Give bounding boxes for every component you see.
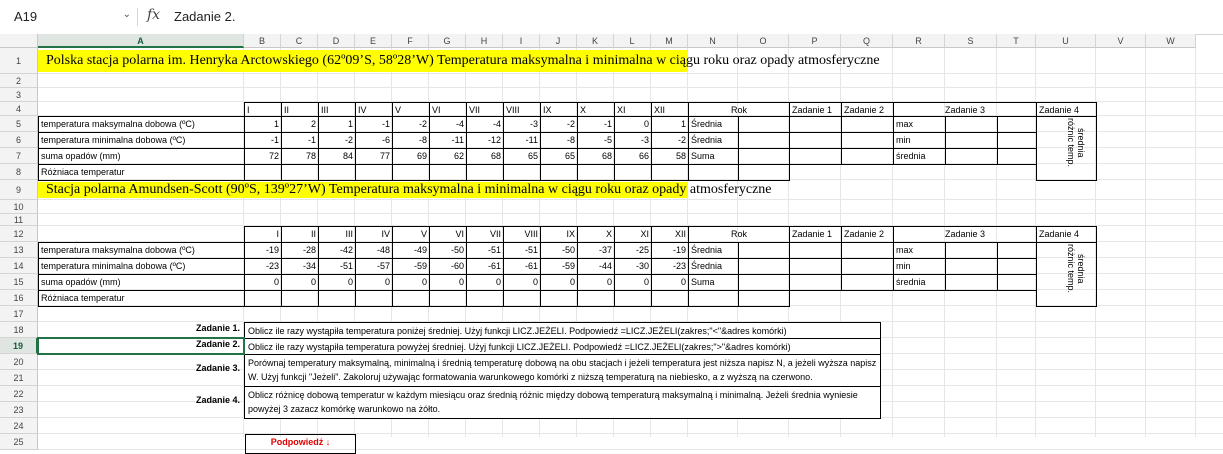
data-cell[interactable] (614, 290, 652, 307)
column-header-g[interactable]: G (429, 34, 466, 48)
data-cell[interactable]: 0 (614, 274, 652, 291)
month-header: VIII (503, 102, 541, 117)
row-header-11[interactable]: 11 (0, 214, 38, 226)
zadanie-1-cell[interactable] (789, 274, 842, 291)
month-header: XI (614, 102, 652, 117)
data-cell[interactable]: 0 (244, 274, 282, 291)
data-cell[interactable] (503, 290, 541, 307)
task-description-3: Porównaj temperatury maksymalną, minimalną i średnią temperaturę dobową na obu stacjach i jeżeli temperatura jest niższa napisz N, a jeżeli wyższa napisz W. Użyj funkcji "Jeżeli". Zakoloruj używając formatowania warunkowego komórki z niższą temperaturą na niebiesko, a z wyższą na czerwono. (244, 354, 881, 387)
data-cell[interactable]: -6 (355, 132, 393, 149)
zadanie-3-label[interactable]: średnia (893, 274, 946, 291)
data-cell[interactable] (651, 290, 689, 307)
zadanie-3-cell[interactable] (945, 274, 998, 291)
zadanie-2-cell[interactable] (841, 148, 894, 165)
data-cell[interactable]: -59 (392, 258, 430, 275)
name-box-value: A19 (14, 9, 38, 24)
month-header: V (392, 102, 430, 117)
data-cell[interactable] (281, 164, 319, 181)
data-cell[interactable]: -48 (355, 242, 393, 259)
data-cell[interactable]: 2 (281, 116, 319, 133)
row-header-8[interactable]: 8 (0, 164, 38, 180)
data-cell[interactable]: -23 (651, 258, 689, 275)
data-cell[interactable]: 0 (392, 274, 430, 291)
data-cell[interactable]: 65 (503, 148, 541, 165)
stat-label[interactable] (688, 164, 739, 181)
data-cell[interactable] (318, 164, 356, 181)
task-label-1: Zadanie 1. (195, 323, 240, 333)
data-cell[interactable] (577, 164, 615, 181)
data-cell[interactable]: -1 (281, 132, 319, 149)
zadanie-3-label[interactable]: max (893, 116, 946, 133)
data-cell[interactable]: -59 (540, 258, 578, 275)
column-header-q[interactable]: Q (841, 34, 893, 48)
task-description-1: Oblicz ile razy wystąpiła temperatura poniżej średniej. Użyj funkcji LICZ.JEŻELI. Podpowiedź =LICZ.JEŻELI(zakres;"<"&adres komórki) (244, 322, 881, 339)
zadanie-3-cell[interactable] (945, 258, 998, 275)
row-header-23[interactable]: 23 (0, 402, 38, 418)
zadanie-1-header: Zadanie 1 (789, 102, 842, 117)
row-header-3[interactable]: 3 (0, 88, 38, 102)
data-cell[interactable] (651, 164, 689, 181)
rok-header: Rok (688, 102, 790, 117)
data-cell[interactable]: -51 (466, 242, 504, 259)
month-header: XII (651, 102, 689, 117)
data-cell[interactable] (540, 164, 578, 181)
data-cell[interactable] (244, 164, 282, 181)
row-header-15[interactable]: 15 (0, 274, 38, 290)
data-cell[interactable]: 84 (318, 148, 356, 165)
data-cell[interactable]: 65 (540, 148, 578, 165)
zadanie-3-cell[interactable] (997, 274, 1037, 291)
formula-bar (0, 0, 1223, 35)
row-label[interactable]: Różniaca temperatur (38, 164, 245, 181)
row-label[interactable]: temperatura minimalna dobowa (ºC) (38, 132, 245, 149)
column-header-s[interactable]: S (945, 34, 997, 48)
data-cell[interactable]: -61 (466, 258, 504, 275)
data-cell[interactable]: 0 (318, 274, 356, 291)
data-cell[interactable]: -51 (503, 242, 541, 259)
stat-value-cell[interactable] (738, 164, 790, 181)
row-header-16[interactable]: 16 (0, 290, 38, 306)
column-header-a[interactable]: A (38, 34, 244, 48)
row-header-22[interactable]: 22 (0, 386, 38, 402)
zadanie-3-label[interactable]: min (893, 258, 946, 275)
month-header: IV (355, 226, 393, 243)
data-cell[interactable]: -1 (244, 132, 282, 149)
data-cell[interactable] (540, 290, 578, 307)
data-cell[interactable]: -23 (244, 258, 282, 275)
month-header: X (577, 102, 615, 117)
row-header-21[interactable]: 21 (0, 370, 38, 386)
row-label[interactable]: suma opadów (mm) (38, 274, 245, 291)
zadanie-3-cell[interactable] (945, 148, 998, 165)
data-cell[interactable] (244, 290, 282, 307)
data-cell[interactable]: -57 (355, 258, 393, 275)
data-cell[interactable]: -1 (577, 116, 615, 133)
gridline-horizontal (38, 449, 1223, 450)
zadanie-3-cell[interactable] (997, 258, 1037, 275)
column-header-u[interactable]: U (1036, 34, 1096, 48)
row-header-25[interactable]: 25 (0, 434, 38, 450)
stat-value-cell[interactable] (738, 258, 790, 275)
data-cell[interactable]: -1 (355, 116, 393, 133)
data-cell[interactable]: -8 (540, 132, 578, 149)
data-cell[interactable]: -4 (466, 116, 504, 133)
month-header: I (244, 102, 282, 117)
month-header: II (281, 102, 319, 117)
gridline-horizontal (38, 73, 1223, 74)
data-cell[interactable]: -2 (392, 116, 430, 133)
month-header: XI (614, 226, 652, 243)
data-cell[interactable]: -19 (651, 242, 689, 259)
task-label-2: Zadanie 2. (195, 339, 240, 349)
data-cell[interactable]: 66 (614, 148, 652, 165)
zadanie-1-cell[interactable] (789, 258, 842, 275)
name-box[interactable] (8, 6, 133, 28)
data-cell[interactable]: 1 (244, 116, 282, 133)
column-header-l[interactable]: L (614, 34, 651, 48)
station-title: Polska stacja polarna im. Henryka Arctowskiego (62º09’S, 58º28’W) Temperatura maksymalna i minimalna w ciągu roku oraz opady atmosferyczne (46, 53, 880, 68)
month-header: IX (540, 226, 578, 243)
stat-label[interactable]: Średnia (688, 132, 739, 149)
column-header-e[interactable]: E (355, 34, 392, 48)
row-header-10[interactable]: 10 (0, 200, 38, 214)
data-cell[interactable]: 0 (466, 274, 504, 291)
column-header-v[interactable]: V (1096, 34, 1146, 48)
data-cell[interactable]: 0 (503, 274, 541, 291)
data-cell[interactable] (355, 164, 393, 181)
data-cell[interactable]: -12 (466, 132, 504, 149)
rok-header: Rok (688, 226, 790, 243)
data-cell[interactable]: -61 (503, 258, 541, 275)
row-label[interactable]: temperatura minimalna dobowa (ºC) (38, 258, 245, 275)
zadanie-2-header: Zadanie 2 (841, 102, 894, 117)
column-header-n[interactable]: N (688, 34, 738, 48)
column-header-j[interactable]: J (540, 34, 577, 48)
data-cell[interactable]: 78 (281, 148, 319, 165)
column-header-h[interactable]: H (466, 34, 503, 48)
data-cell[interactable]: -50 (540, 242, 578, 259)
data-cell[interactable]: -19 (244, 242, 282, 259)
row-header-4[interactable]: 4 (0, 102, 38, 116)
data-cell[interactable]: -42 (318, 242, 356, 259)
gridline-horizontal (38, 213, 1223, 214)
data-cell[interactable] (429, 290, 467, 307)
stat-label[interactable] (688, 290, 739, 307)
task-description-4: Oblicz różnicę dobową temperatur w każdym miesiącu oraz średnią różnic między dobową temperaturą maksymalną i minimalną. Jeżeli średnia wyniesie powyżej 3 zazacz komórkę warunkowo na żółto. (244, 386, 881, 419)
row-label[interactable]: temperatura maksymalna dobowa (ºC) (38, 242, 245, 259)
data-cell[interactable]: -60 (429, 258, 467, 275)
stat-value-cell[interactable] (738, 148, 790, 165)
data-cell[interactable]: -50 (429, 242, 467, 259)
zadanie-2-cell[interactable] (841, 258, 894, 275)
month-header: IX (540, 102, 578, 117)
stat-label[interactable]: Średnia (688, 242, 739, 259)
column-header-p[interactable]: P (789, 34, 841, 48)
stat-value-cell[interactable] (738, 116, 790, 133)
data-cell[interactable]: -37 (577, 242, 615, 259)
row-header-1[interactable]: 1 (0, 48, 38, 74)
zadanie-3-cell[interactable] (997, 116, 1037, 133)
month-header: VIII (503, 226, 541, 243)
column-header-c[interactable]: C (281, 34, 318, 48)
chevron-down-icon[interactable]: ⌄ (122, 9, 131, 20)
zadanie-2-header: Zadanie 2 (841, 226, 894, 243)
stat-label[interactable]: Suma (688, 274, 739, 291)
data-cell[interactable] (466, 164, 504, 181)
gridline-horizontal (38, 87, 1223, 88)
data-cell[interactable] (577, 290, 615, 307)
stat-label[interactable]: Średnia (688, 116, 739, 133)
row-header-13[interactable]: 13 (0, 242, 38, 258)
zadanie-4-vertical-label: średnia różnic temp. (1066, 118, 1086, 168)
row-header-24[interactable]: 24 (0, 418, 38, 434)
formula-bar-divider (137, 8, 138, 26)
row-header-19[interactable]: 19 (0, 338, 38, 354)
data-cell[interactable] (318, 290, 356, 307)
gridline-horizontal (38, 433, 1223, 434)
data-cell[interactable]: -8 (392, 132, 430, 149)
month-header: IV (355, 102, 393, 117)
row-header-18[interactable]: 18 (0, 322, 38, 338)
zadanie-1-cell[interactable] (789, 148, 842, 165)
column-header-t[interactable]: T (997, 34, 1036, 48)
row-header-2[interactable]: 2 (0, 74, 38, 88)
station-title: Stacja polarna Amundsen-Scott (90ºS, 139º27’W) Temperatura maksymalna i minimalna w ciągu roku oraz opady atmosferyczne (46, 182, 772, 197)
data-cell[interactable]: 77 (355, 148, 393, 165)
zadanie-3-header: Zadanie 3 (893, 102, 1037, 117)
podpowiedz-button[interactable]: Podpowiedź ↓ (245, 434, 356, 454)
data-cell[interactable]: 1 (651, 116, 689, 133)
stat-value-cell[interactable] (738, 274, 790, 291)
formula-input[interactable]: Zadanie 2. (174, 9, 236, 24)
data-cell[interactable] (392, 290, 430, 307)
data-cell[interactable] (503, 164, 541, 181)
zadanie-2-cell[interactable] (841, 274, 894, 291)
month-header: X (577, 226, 615, 243)
fx-icon[interactable]: fx (147, 7, 161, 23)
month-header: III (318, 226, 356, 243)
zadanie-1-cell[interactable] (789, 132, 842, 149)
zadanie-4-vertical-label: średnia różnic temp. (1066, 244, 1086, 294)
zadanie-2-cell[interactable] (841, 116, 894, 133)
stat-value-cell[interactable] (738, 290, 790, 307)
column-header-b[interactable]: B (244, 34, 281, 48)
month-header: VII (466, 226, 504, 243)
data-cell[interactable]: -30 (614, 258, 652, 275)
month-header: I (244, 226, 282, 243)
column-header-r[interactable]: R (893, 34, 945, 48)
zadanie-3-label[interactable]: średnia (893, 148, 946, 165)
data-cell[interactable]: 0 (651, 274, 689, 291)
zadanie-1-header: Zadanie 1 (789, 226, 842, 243)
task-label-3: Zadanie 3. (195, 363, 240, 373)
gridline-vertical (1195, 48, 1196, 437)
row-header-14[interactable]: 14 (0, 258, 38, 274)
data-cell[interactable] (614, 164, 652, 181)
row-header-12[interactable]: 12 (0, 226, 38, 242)
row-header-5[interactable]: 5 (0, 116, 38, 132)
row-header-6[interactable]: 6 (0, 132, 38, 148)
data-cell[interactable] (281, 290, 319, 307)
zadanie-2-cell[interactable] (841, 132, 894, 149)
data-cell[interactable]: -3 (614, 132, 652, 149)
month-header: II (281, 226, 319, 243)
zadanie-1-cell[interactable] (789, 242, 842, 259)
data-cell[interactable]: 0 (281, 274, 319, 291)
column-header-o[interactable]: O (738, 34, 789, 48)
row-header-7[interactable]: 7 (0, 148, 38, 164)
data-cell[interactable]: -5 (577, 132, 615, 149)
data-cell[interactable] (355, 290, 393, 307)
column-header-d[interactable]: D (318, 34, 355, 48)
data-cell[interactable]: 69 (392, 148, 430, 165)
data-cell[interactable]: 72 (244, 148, 282, 165)
stat-value-cell[interactable] (738, 132, 790, 149)
zadanie-3-header: Zadanie 3 (893, 226, 1037, 243)
column-header-m[interactable]: M (651, 34, 688, 48)
row-label[interactable]: suma opadów (mm) (38, 148, 245, 165)
data-cell[interactable]: -3 (503, 116, 541, 133)
zadanie-3-label[interactable]: min (893, 132, 946, 149)
data-cell[interactable]: 58 (651, 148, 689, 165)
data-cell[interactable]: 0 (540, 274, 578, 291)
column-header-k[interactable]: K (577, 34, 614, 48)
month-header: VI (429, 226, 467, 243)
data-cell[interactable] (392, 164, 430, 181)
data-cell[interactable]: -11 (503, 132, 541, 149)
data-cell[interactable] (466, 290, 504, 307)
task-description-2: Oblicz ile razy wystąpiła temperatura powyżej średniej. Użyj funkcji LICZ.JEŻELI. Podpowiedź =LICZ.JEŻELI(zakres;">"&adres komórki) (244, 338, 881, 355)
data-cell[interactable]: -4 (429, 116, 467, 133)
zadanie-3-cell[interactable] (945, 116, 998, 133)
stat-label[interactable]: Suma (688, 148, 739, 165)
month-header: VII (466, 102, 504, 117)
data-cell[interactable]: -28 (281, 242, 319, 259)
stat-value-cell[interactable] (738, 242, 790, 259)
data-cell[interactable]: 0 (355, 274, 393, 291)
active-cell-cursor (37, 337, 245, 355)
data-cell[interactable] (429, 164, 467, 181)
data-cell[interactable]: 0 (614, 116, 652, 133)
spreadsheet-grid[interactable] (0, 34, 1223, 447)
zadanie-1-cell[interactable] (789, 116, 842, 133)
data-cell[interactable]: -2 (318, 132, 356, 149)
zadanie-4-header: Zadanie 4 (1036, 226, 1097, 243)
row-header-17[interactable]: 17 (0, 306, 38, 322)
zadanie-3-cell[interactable] (997, 132, 1037, 149)
data-cell[interactable]: -2 (540, 116, 578, 133)
data-cell[interactable]: 68 (466, 148, 504, 165)
task-label-4: Zadanie 4. (195, 395, 240, 405)
data-cell[interactable]: -11 (429, 132, 467, 149)
column-header-w[interactable]: W (1146, 34, 1196, 48)
data-cell[interactable]: -49 (392, 242, 430, 259)
month-header: V (392, 226, 430, 243)
gridline-vertical (1145, 48, 1146, 437)
zadanie-3-cell[interactable] (997, 242, 1037, 259)
month-header: VI (429, 102, 467, 117)
data-cell[interactable]: 0 (429, 274, 467, 291)
zadanie-2-cell[interactable] (841, 242, 894, 259)
select-all-corner[interactable] (0, 34, 38, 48)
data-cell[interactable]: -2 (651, 132, 689, 149)
zadanie-3-cell[interactable] (945, 132, 998, 149)
zadanie-3-cell[interactable] (997, 148, 1037, 165)
data-cell[interactable]: 0 (577, 274, 615, 291)
data-cell[interactable]: -44 (577, 258, 615, 275)
row-header-20[interactable]: 20 (0, 354, 38, 370)
column-header-i[interactable]: I (503, 34, 540, 48)
month-header: XII (651, 226, 689, 243)
zadanie-3-label[interactable]: max (893, 242, 946, 259)
zadanie-4-header: Zadanie 4 (1036, 102, 1097, 117)
stat-label[interactable]: Średnia (688, 258, 739, 275)
data-cell[interactable]: 1 (318, 116, 356, 133)
zadanie-3-cell[interactable] (945, 242, 998, 259)
row-label[interactable]: Różniaca temperatur (38, 290, 245, 307)
data-cell[interactable]: -25 (614, 242, 652, 259)
row-header-9[interactable]: 9 (0, 180, 38, 200)
data-cell[interactable]: -34 (281, 258, 319, 275)
row-label[interactable]: temperatura maksymalna dobowa (ºC) (38, 116, 245, 133)
column-header-f[interactable]: F (392, 34, 429, 48)
data-cell[interactable]: 62 (429, 148, 467, 165)
data-cell[interactable]: -51 (318, 258, 356, 275)
month-header: III (318, 102, 356, 117)
data-cell[interactable]: 68 (577, 148, 615, 165)
